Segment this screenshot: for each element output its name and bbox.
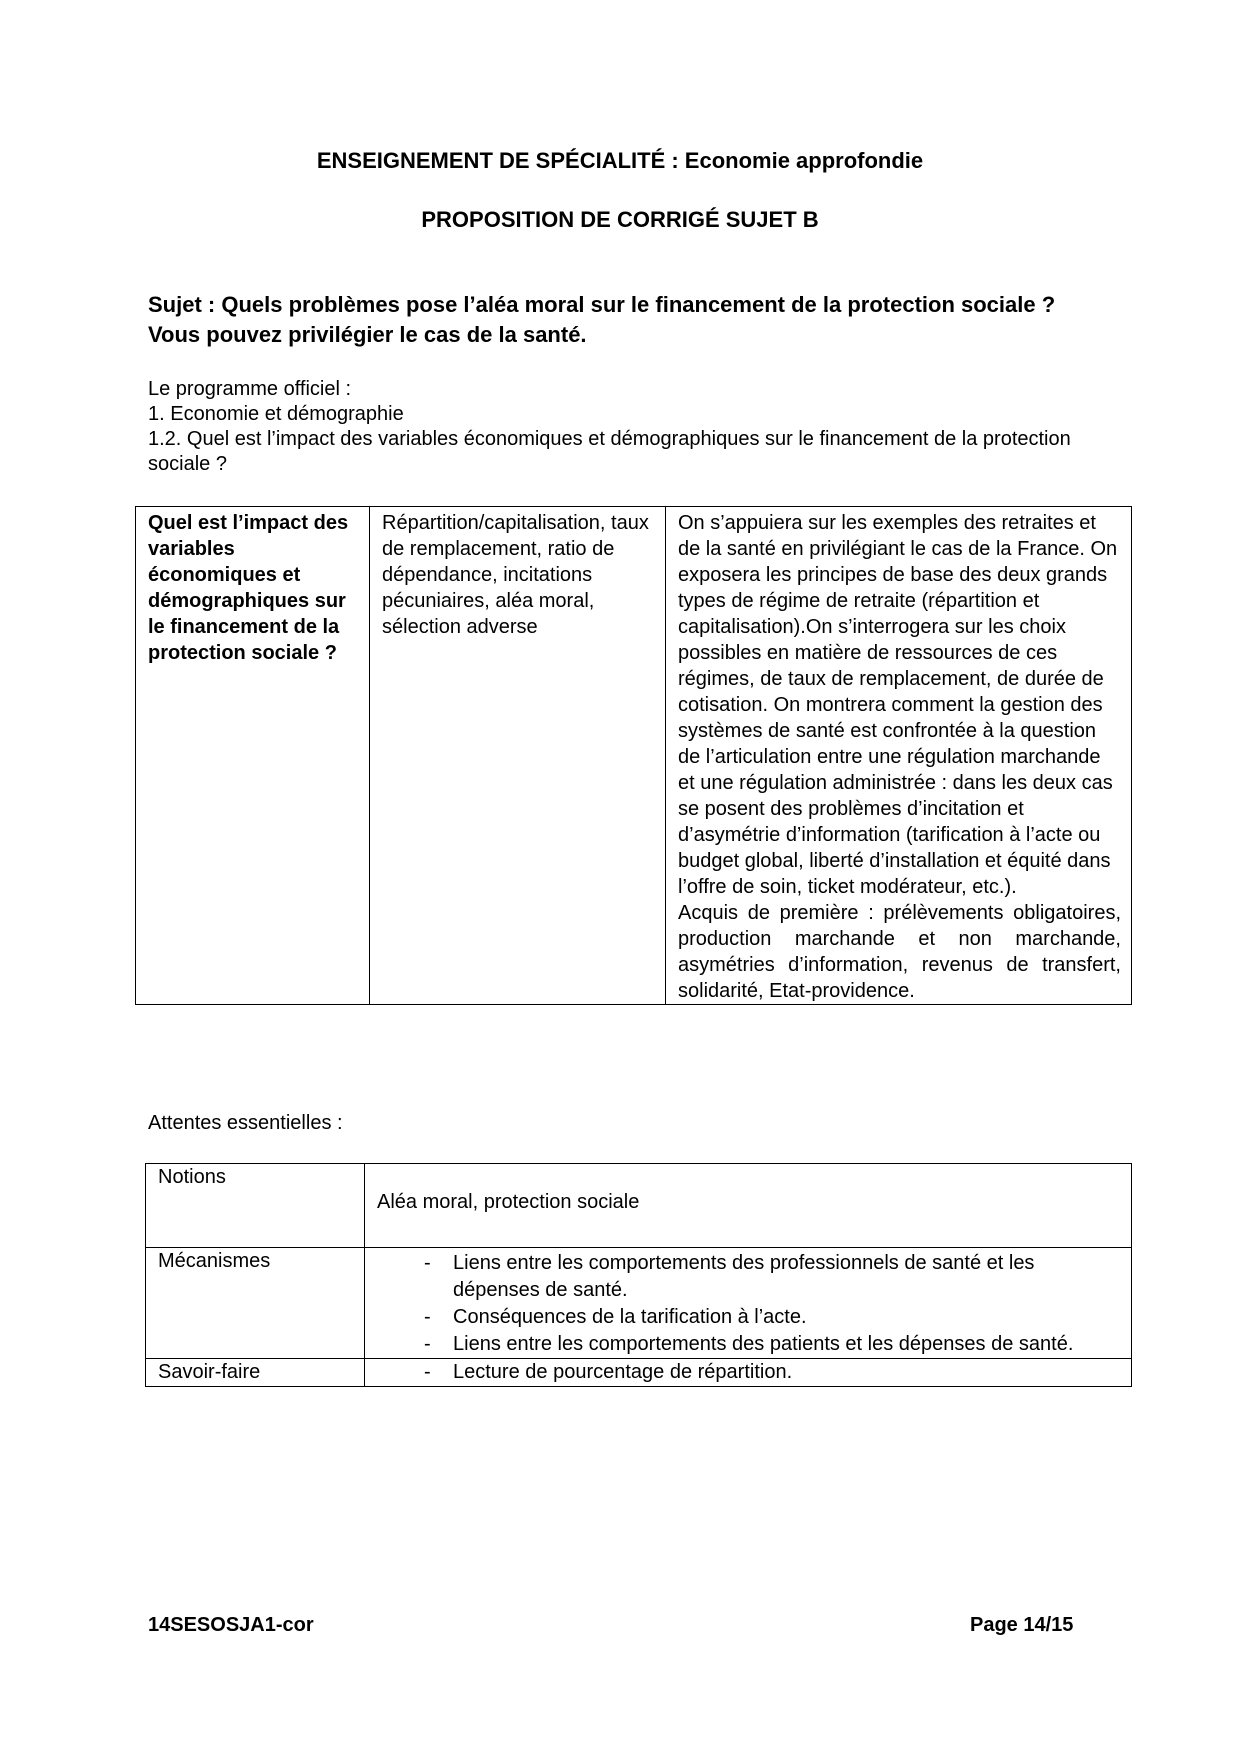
dash-marker: - [424,1306,431,1328]
table-row [146,1164,1132,1248]
question-cell: Quel est l’impact des variables économiques et démographiques sur le financement de la protection sociale ? [136,507,370,1005]
list-item-text: Conséquences de la tarification à l’acte. [453,1306,807,1328]
list-item [377,1304,1121,1331]
footer-code: 14SESOSJA1-cor [148,1614,314,1636]
savoirfaire-cell [365,1359,1132,1387]
guidelines-text: On s’appuiera sur les exemples des retraites et de la santé en privilégiant le cas de la France. On exposera les principes de base des deux grands types de régime de retraite (répartition et capitalisation).On s’interrogera sur les choix possibles en matière de ressources de ces régimes, de taux de remplacement, de durée de cotisation. On montrera comment la gestion des systèmes de santé est confrontée à la question de l’articulation entre une régulation marchande et une régulation administrée : dans les deux cas se posent des problèmes d’incitation et d’asymétrie d’information (tarification à l’acte ou budget global, liberté d’installation et équité dans l’offre de soin, ticket modérateur, etc.). [678,512,1118,898]
guidelines-cell [666,507,1132,1005]
list-item-text: Liens entre les comportements des professionnels de santé et les dépenses de santé. [453,1252,1035,1301]
mecanismes-list [377,1250,1121,1358]
acquis-text: Acquis de première : prélèvements obligatoires, production marchande et non marchande, asymétries d’information, revenus de transfert, solidarité, Etat-providence. [678,902,1121,1002]
programme-item-1: 1. Economie et démographie [148,403,404,425]
notions-cell: Répartition/capitalisation, taux de remplacement, ratio de dépendance, incitations pécuniaires, aléa moral, sélection adverse [370,507,666,1005]
doc-subheading: PROPOSITION DE CORRIGÉ SUJET B [421,207,819,232]
list-item [377,1331,1121,1358]
dash-marker: - [424,1333,431,1355]
table-row [146,1359,1132,1387]
mecanismes-label: Mécanismes [146,1248,365,1359]
dash-marker: - [424,1361,431,1383]
footer-page-number: Page 14/15 [970,1614,1074,1636]
programme-table [135,506,1132,1005]
notions-label: Notions [146,1164,365,1248]
programme-intro: Le programme officiel : [148,378,352,400]
programme-item-2: 1.2. Quel est l’impact des variables économiques et démographiques sur le financement de la protection sociale ? [148,428,1071,475]
table-row [136,507,1132,1005]
list-item [377,1359,1121,1386]
table-row [146,1248,1132,1359]
dash-marker: - [424,1252,431,1274]
list-item [377,1250,1121,1304]
list-item-text: Liens entre les comportements des patients et les dépenses de santé. [453,1333,1074,1355]
subject-title: Sujet : Quels problèmes pose l’aléa moral sur le financement de la protection sociale ? Vous pouvez privilégier le cas de la santé. [148,292,1056,347]
mecanismes-cell [365,1248,1132,1359]
list-item-text: Lecture de pourcentage de répartition. [453,1361,793,1383]
doc-heading: ENSEIGNEMENT DE SPÉCIALITÉ : Economie approfondie [316,148,924,173]
programme-block [148,377,1108,477]
attentes-label: Attentes essentielles : [148,1112,343,1134]
savoirfaire-list [377,1359,1121,1386]
notions-value: Aléa moral, protection sociale [365,1164,1132,1248]
savoirfaire-label: Savoir-faire [146,1359,365,1387]
expectations-table [145,1163,1132,1387]
